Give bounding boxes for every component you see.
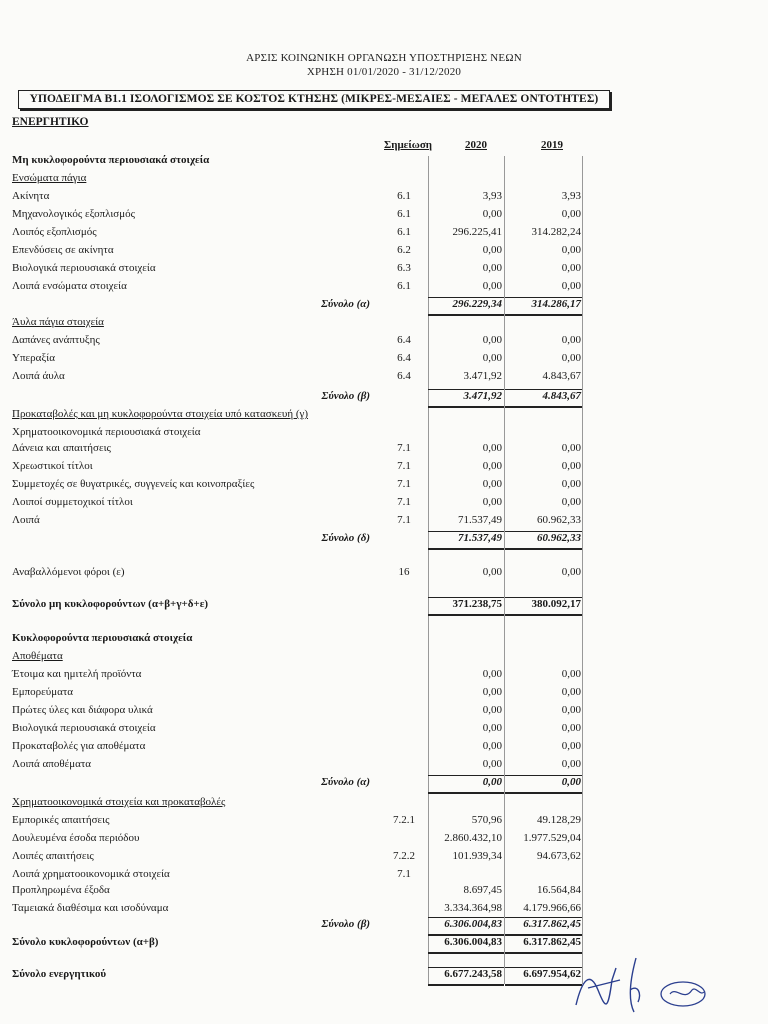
total-rule xyxy=(428,935,504,936)
total-rule xyxy=(428,967,504,968)
section-header-row xyxy=(0,172,768,189)
section-title: ΕΝΕΡΓΗΤΙΚΟ xyxy=(12,116,89,128)
value-2020: 8.697,45 xyxy=(463,884,502,896)
total-double-rule xyxy=(428,984,504,986)
table-row xyxy=(0,740,768,757)
fiscal-period: ΧΡΗΣΗ 01/01/2020 - 31/12/2020 xyxy=(306,66,462,78)
note-cell: 7.1 xyxy=(397,478,411,490)
value-2019: 6.697.954,62 xyxy=(523,968,581,980)
value-2019: 0,00 xyxy=(561,704,581,716)
row-label: Λοιπά xyxy=(12,514,40,526)
note-cell: 7.1 xyxy=(397,868,411,880)
value-2020: 3,93 xyxy=(482,190,502,202)
value-2019: 0,00 xyxy=(561,740,581,752)
row-label: Βιολογικά περιουσιακά στοιχεία xyxy=(12,722,156,734)
row-label: Λοιπές απαιτήσεις xyxy=(12,850,94,862)
table-row xyxy=(0,426,768,443)
value-2020: 71.537,49 xyxy=(458,532,502,544)
value-2019: 0,00 xyxy=(561,496,581,508)
value-2019: 0,00 xyxy=(561,460,581,472)
value-2019: 49.128,29 xyxy=(537,814,581,826)
note-cell: 6.1 xyxy=(397,190,411,202)
total-double-rule xyxy=(505,614,582,616)
total-rule xyxy=(428,775,504,776)
value-2020: 6.306.004,83 xyxy=(444,936,502,948)
statement-title-banner: ΥΠΟΔΕΙΓΜΑ Β1.1 ΙΣΟΛΟΓΙΣΜΟΣ ΣΕ ΚΟΣΤΟΣ ΚΤΗΣΗΣ (ΜΙΚΡΕΣ-ΜΕΣΑΙΕΣ - ΜΕΓΑΛΕΣ ΟΝΤΟΤΗΤΕΣ) xyxy=(18,90,610,109)
total-rule xyxy=(505,917,582,918)
row-label: Προκαταβολές για αποθέματα xyxy=(12,740,146,752)
total-rule xyxy=(505,597,582,598)
note-cell: 6.4 xyxy=(397,352,411,364)
row-label: Δαπάνες ανάπτυξης xyxy=(12,334,100,346)
total-rule xyxy=(505,775,582,776)
value-2020: 0,00 xyxy=(482,686,502,698)
note-cell: 7.2.1 xyxy=(393,814,415,826)
value-2019: 314.282,24 xyxy=(531,226,581,238)
row-label: Λοιποί συμμετοχικοί τίτλοι xyxy=(12,496,133,508)
value-2020: 0,00 xyxy=(482,208,502,220)
note-cell: 7.1 xyxy=(397,460,411,472)
subtotal-row xyxy=(0,532,768,549)
total-double-rule xyxy=(505,792,582,794)
value-2019: 4.843,67 xyxy=(542,390,581,402)
value-2020: 296.229,34 xyxy=(452,298,502,310)
value-2019: 6.317.862,45 xyxy=(523,918,581,930)
row-label: Ταμειακά διαθέσιμα και ισοδύναμα xyxy=(12,902,169,914)
row-label: Σύνολο (β) xyxy=(321,390,370,402)
value-2019: 3,93 xyxy=(561,190,581,202)
table-row xyxy=(0,370,768,387)
value-2020: 371.238,75 xyxy=(452,598,502,610)
row-label: Προκαταβολές και μη κυκλοφορούντα στοιχεία υπό κατασκευή (γ) xyxy=(12,408,309,420)
row-label: Σύνολο (α) xyxy=(321,776,370,788)
value-2020: 0,00 xyxy=(482,352,502,364)
row-label: Λοιπά ενσώματα στοιχεία xyxy=(12,280,127,292)
row-label: Σύνολο μη κυκλοφορούντων (α+β+γ+δ+ε) xyxy=(12,598,209,610)
value-2019: 0,00 xyxy=(561,262,581,274)
table-row xyxy=(0,226,768,243)
value-2020: 3.334.364,98 xyxy=(444,902,502,914)
table-row xyxy=(0,478,768,495)
total-rule xyxy=(428,297,504,298)
row-label: Άυλα πάγια στοιχεία xyxy=(12,316,104,328)
value-2020: 0,00 xyxy=(482,244,502,256)
value-2020: 0,00 xyxy=(482,478,502,490)
note-cell: 7.1 xyxy=(397,496,411,508)
table-row xyxy=(0,496,768,513)
value-2019: 0,00 xyxy=(561,244,581,256)
total-rule xyxy=(505,531,582,532)
value-2019: 0,00 xyxy=(561,722,581,734)
note-cell: 6.3 xyxy=(397,262,411,274)
table-row xyxy=(0,686,768,703)
value-2019: 4.179.966,66 xyxy=(523,902,581,914)
table-row xyxy=(0,334,768,351)
row-label: Λοιπά χρηματοοικονομικά στοιχεία xyxy=(12,868,170,880)
section-header-row xyxy=(0,154,768,171)
table-row xyxy=(0,208,768,225)
table-row xyxy=(0,758,768,775)
table-row xyxy=(0,262,768,279)
value-2019: 16.564,84 xyxy=(537,884,581,896)
row-label: Μηχανολογικός εξοπλισμός xyxy=(12,208,135,220)
table-row xyxy=(0,668,768,685)
row-label: Ακίνητα xyxy=(12,190,50,202)
subtotal-row xyxy=(0,298,768,315)
value-2019: 0,00 xyxy=(561,758,581,770)
subtotal-row xyxy=(0,390,768,407)
row-label: Λοιπός εξοπλισμός xyxy=(12,226,97,238)
value-2019: 4.843,67 xyxy=(542,370,581,382)
row-label: Κυκλοφορούντα περιουσιακά στοιχεία xyxy=(12,632,193,644)
row-label: Σύνολο (α) xyxy=(321,298,370,310)
value-2020: 0,00 xyxy=(482,776,502,788)
value-2020: 570,96 xyxy=(471,814,502,826)
column-header-2020: 2020 xyxy=(465,139,487,151)
note-cell: 6.1 xyxy=(397,208,411,220)
value-2019: 0,00 xyxy=(561,352,581,364)
value-2020: 296.225,41 xyxy=(452,226,502,238)
table-row xyxy=(0,460,768,477)
table-row xyxy=(0,244,768,261)
total-double-rule xyxy=(428,614,504,616)
row-label: Έτοιμα και ημιτελή προϊόντα xyxy=(12,668,142,680)
row-label: Σύνολο (β) xyxy=(321,918,370,930)
table-row xyxy=(0,514,768,531)
value-2020: 6.306.004,83 xyxy=(444,918,502,930)
table-row xyxy=(0,832,768,849)
note-cell: 16 xyxy=(398,566,410,578)
grand-total-row xyxy=(0,598,768,615)
row-label: Σύνολο ενεργητικού xyxy=(12,968,107,980)
value-2019: 6.317.862,45 xyxy=(523,936,581,948)
value-2019: 0,00 xyxy=(561,280,581,292)
table-row xyxy=(0,280,768,297)
value-2020: 0,00 xyxy=(482,280,502,292)
table-row xyxy=(0,704,768,721)
value-2020: 0,00 xyxy=(482,668,502,680)
note-cell: 6.4 xyxy=(397,370,411,382)
handwritten-signatures xyxy=(568,950,718,1020)
row-label: Υπεραξία xyxy=(12,352,55,364)
row-label: Χρηματοοικονομικά στοιχεία και προκαταβολές xyxy=(12,796,226,808)
value-2020: 0,00 xyxy=(482,262,502,274)
row-label: Δάνεια και απαιτήσεις xyxy=(12,442,111,454)
row-label: Αναβαλλόμενοι φόροι (ε) xyxy=(12,566,125,578)
value-2019: 0,00 xyxy=(561,478,581,490)
column-header-2019: 2019 xyxy=(541,139,563,151)
table-row xyxy=(0,884,768,901)
total-rule xyxy=(428,389,504,390)
value-2019: 94.673,62 xyxy=(537,850,581,862)
row-label: Λοιπά άυλα xyxy=(12,370,65,382)
table-row xyxy=(0,190,768,207)
section-header-row xyxy=(0,632,768,649)
row-label: Χρηματοοικονομικά περιουσιακά στοιχεία xyxy=(12,426,201,438)
value-2019: 0,00 xyxy=(561,208,581,220)
total-double-rule xyxy=(505,548,582,550)
subtotal-row xyxy=(0,918,768,935)
table-row xyxy=(0,868,768,885)
value-2020: 0,00 xyxy=(482,460,502,472)
value-2020: 0,00 xyxy=(482,334,502,346)
value-2019: 0,00 xyxy=(561,442,581,454)
value-2020: 0,00 xyxy=(482,566,502,578)
value-2020: 0,00 xyxy=(482,740,502,752)
total-double-rule xyxy=(428,792,504,794)
row-label: Σύνολο κυκλοφορούντων (α+β) xyxy=(12,936,159,948)
value-2020: 3.471,92 xyxy=(463,370,502,382)
row-label: Ενσώματα πάγια xyxy=(12,172,87,184)
value-2020: 3.471,92 xyxy=(463,390,502,402)
note-cell: 6.1 xyxy=(397,226,411,238)
value-2020: 0,00 xyxy=(482,722,502,734)
note-cell: 6.2 xyxy=(397,244,411,256)
total-rule xyxy=(505,297,582,298)
value-2019: 380.092,17 xyxy=(531,598,581,610)
value-2020: 101.939,34 xyxy=(452,850,502,862)
row-label: Μη κυκλοφορούντα περιουσιακά στοιχεία xyxy=(12,154,210,166)
row-label: Εμπορεύματα xyxy=(12,686,74,698)
organization-name: ΑΡΣΙΣ ΚΟΙΝΩΝΙΚΗ ΟΡΓΑΝΩΣΗ ΥΠΟΣΤΗΡΙΞΗΣ ΝΕΩΝ xyxy=(246,52,522,64)
value-2020: 0,00 xyxy=(482,758,502,770)
value-2019: 0,00 xyxy=(561,686,581,698)
value-2019: 0,00 xyxy=(561,668,581,680)
value-2020: 0,00 xyxy=(482,496,502,508)
value-2019: 314.286,17 xyxy=(531,298,581,310)
section-header-row xyxy=(0,408,768,425)
value-2020: 0,00 xyxy=(482,442,502,454)
column-header-note: Σημείωση xyxy=(384,139,433,151)
table-row xyxy=(0,442,768,459)
value-2019: 0,00 xyxy=(561,334,581,346)
value-2020: 71.537,49 xyxy=(458,514,502,526)
value-2019: 0,00 xyxy=(561,566,581,578)
table-row xyxy=(0,850,768,867)
table-row xyxy=(0,814,768,831)
total-rule xyxy=(428,917,504,918)
row-label: Συμμετοχές σε θυγατρικές, συγγενείς και κοινοπραξίες xyxy=(12,478,255,490)
value-2020: 2.860.432,10 xyxy=(444,832,502,844)
note-cell: 7.1 xyxy=(397,514,411,526)
note-cell: 6.1 xyxy=(397,280,411,292)
table-row xyxy=(0,722,768,739)
note-cell: 7.2.2 xyxy=(393,850,415,862)
row-label: Σύνολο (δ) xyxy=(321,532,370,544)
total-rule xyxy=(505,389,582,390)
row-label: Εμπορικές απαιτήσεις xyxy=(12,814,110,826)
total-rule xyxy=(428,597,504,598)
section-header-row xyxy=(0,650,768,667)
value-2019: 1.977.529,04 xyxy=(523,832,581,844)
table-row xyxy=(0,566,768,583)
total-rule xyxy=(505,935,582,936)
subtotal-row xyxy=(0,776,768,793)
row-label: Δουλευμένα έσοδα περιόδου xyxy=(12,832,140,844)
row-label: Πρώτες ύλες και διάφορα υλικά xyxy=(12,704,153,716)
value-2019: 60.962,33 xyxy=(537,532,581,544)
row-label: Χρεωστικοί τίτλοι xyxy=(12,460,93,472)
value-2020: 0,00 xyxy=(482,704,502,716)
row-label: Λοιπά αποθέματα xyxy=(12,758,92,770)
row-label: Επενδύσεις σε ακίνητα xyxy=(12,244,114,256)
note-cell: 6.4 xyxy=(397,334,411,346)
value-2019: 0,00 xyxy=(561,776,581,788)
table-row xyxy=(0,902,768,919)
value-2020: 6.677.243,58 xyxy=(444,968,502,980)
row-label: Προπληρωμένα έξοδα xyxy=(12,884,110,896)
total-rule xyxy=(428,531,504,532)
total-double-rule xyxy=(428,952,504,954)
row-label: Βιολογικά περιουσιακά στοιχεία xyxy=(12,262,156,274)
total-double-rule xyxy=(428,548,504,550)
section-header-row xyxy=(0,316,768,333)
value-2019: 60.962,33 xyxy=(537,514,581,526)
note-cell: 7.1 xyxy=(397,442,411,454)
table-row xyxy=(0,352,768,369)
section-header-row xyxy=(0,796,768,813)
row-label: Αποθέματα xyxy=(12,650,63,662)
